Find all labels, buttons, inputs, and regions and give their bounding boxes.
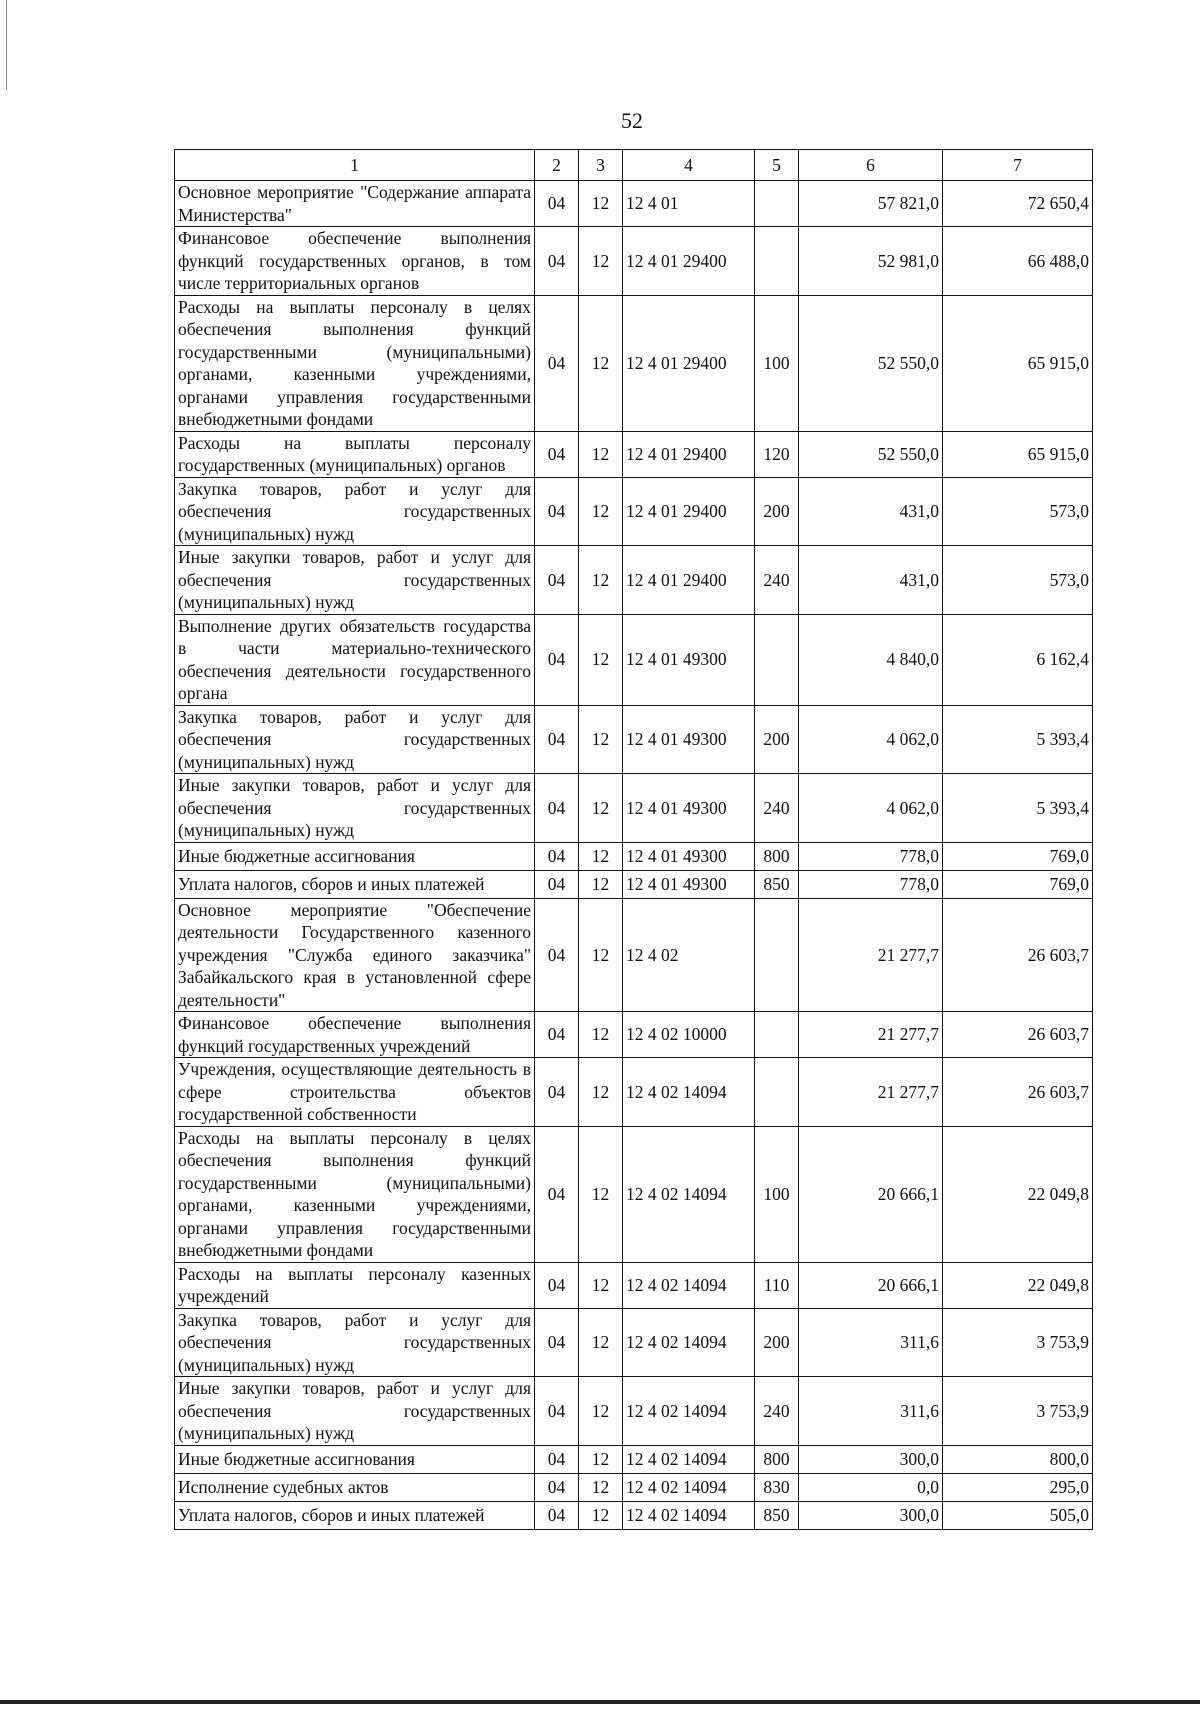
col-header-5: 5	[755, 150, 799, 181]
row-target-article: 12 4 02 14094	[623, 1058, 755, 1127]
row-name: Учреждения, осуществляющие деятельность в сфере строительства объектов государственной собственности	[175, 1058, 535, 1127]
row-amount-year-2: 6 162,4	[943, 614, 1093, 705]
row-section: 04	[535, 181, 579, 227]
table-row	[175, 1473, 1093, 1501]
table-row	[175, 1445, 1093, 1473]
row-amount-year-1: 52 981,0	[799, 227, 943, 296]
row-section: 04	[535, 546, 579, 615]
table-row	[175, 546, 1093, 615]
row-amount-year-2: 22 049,8	[943, 1126, 1093, 1262]
row-target-article: 12 4 01 29400	[623, 477, 755, 546]
row-expense-type: 100	[755, 295, 799, 431]
row-subsection: 12	[579, 870, 623, 898]
row-name: Основное мероприятие "Содержание аппарата Министерства"	[175, 181, 535, 227]
row-section: 04	[535, 1262, 579, 1308]
row-subsection: 12	[579, 181, 623, 227]
row-section: 04	[535, 1377, 579, 1446]
row-amount-year-1: 4 062,0	[799, 705, 943, 774]
table-row	[175, 1012, 1093, 1058]
row-name: Финансовое обеспечение выполнения функций государственных учреждений	[175, 1012, 535, 1058]
row-name: Иные бюджетные ассигнования	[175, 842, 535, 870]
row-expense-type: 100	[755, 1126, 799, 1262]
row-amount-year-2: 3 753,9	[943, 1308, 1093, 1377]
row-amount-year-1: 20 666,1	[799, 1262, 943, 1308]
row-amount-year-2: 573,0	[943, 477, 1093, 546]
row-expense-type: 240	[755, 774, 799, 843]
table-row	[175, 477, 1093, 546]
row-expense-type: 240	[755, 1377, 799, 1446]
row-section: 04	[535, 614, 579, 705]
row-amount-year-2: 72 650,4	[943, 181, 1093, 227]
budget-table	[174, 149, 1093, 1530]
table-row	[175, 1501, 1093, 1529]
table-row	[175, 1058, 1093, 1127]
row-target-article: 12 4 02 10000	[623, 1012, 755, 1058]
row-subsection: 12	[579, 1012, 623, 1058]
table-row	[175, 1126, 1093, 1262]
table-row	[175, 431, 1093, 477]
row-amount-year-1: 311,6	[799, 1308, 943, 1377]
row-name: Расходы на выплаты персоналу казенных учреждений	[175, 1262, 535, 1308]
col-header-6: 6	[799, 150, 943, 181]
row-name: Закупка товаров, работ и услуг для обеспечения государственных (муниципальных) нужд	[175, 477, 535, 546]
scan-bottom-edge	[0, 1700, 1200, 1704]
row-subsection: 12	[579, 842, 623, 870]
row-amount-year-1: 300,0	[799, 1501, 943, 1529]
row-target-article: 12 4 01 49300	[623, 774, 755, 843]
table-row	[175, 227, 1093, 296]
row-name: Основное мероприятие "Обеспечение деятельности Государственного казенного учреждения "Служба единого заказчика" Забайкальского края в установленной сфере деятельности"	[175, 898, 535, 1012]
row-subsection: 12	[579, 1377, 623, 1446]
row-name: Закупка товаров, работ и услуг для обеспечения государственных (муниципальных) нужд	[175, 705, 535, 774]
row-section: 04	[535, 1012, 579, 1058]
row-amount-year-2: 769,0	[943, 842, 1093, 870]
row-name: Расходы на выплаты персоналу государственных (муниципальных) органов	[175, 431, 535, 477]
row-amount-year-2: 5 393,4	[943, 774, 1093, 843]
table-row	[175, 705, 1093, 774]
row-section: 04	[535, 870, 579, 898]
row-subsection: 12	[579, 1126, 623, 1262]
row-subsection: 12	[579, 705, 623, 774]
row-subsection: 12	[579, 546, 623, 615]
col-header-7: 7	[943, 150, 1093, 181]
table-row	[175, 870, 1093, 898]
row-subsection: 12	[579, 1501, 623, 1529]
row-expense-type	[755, 1058, 799, 1127]
row-amount-year-1: 21 277,7	[799, 1012, 943, 1058]
row-amount-year-1: 778,0	[799, 870, 943, 898]
row-name: Расходы на выплаты персоналу в целях обеспечения выполнения функций государственными (муниципальными) органами, казенными учреждениями, органами управления государственными внебюджетными фондами	[175, 295, 535, 431]
row-expense-type	[755, 614, 799, 705]
row-subsection: 12	[579, 614, 623, 705]
row-subsection: 12	[579, 431, 623, 477]
row-amount-year-2: 65 915,0	[943, 295, 1093, 431]
row-section: 04	[535, 705, 579, 774]
row-section: 04	[535, 1126, 579, 1262]
row-amount-year-1: 52 550,0	[799, 295, 943, 431]
row-section: 04	[535, 1501, 579, 1529]
row-name: Иные бюджетные ассигнования	[175, 1445, 535, 1473]
row-subsection: 12	[579, 1058, 623, 1127]
col-header-2: 2	[535, 150, 579, 181]
row-target-article: 12 4 02	[623, 898, 755, 1012]
row-subsection: 12	[579, 477, 623, 546]
row-amount-year-1: 431,0	[799, 477, 943, 546]
scan-edge-line	[6, 0, 7, 90]
row-target-article: 12 4 01 29400	[623, 431, 755, 477]
row-amount-year-1: 311,6	[799, 1377, 943, 1446]
row-target-article: 12 4 02 14094	[623, 1126, 755, 1262]
row-name: Уплата налогов, сборов и иных платежей	[175, 870, 535, 898]
col-header-3: 3	[579, 150, 623, 181]
table-row	[175, 181, 1093, 227]
row-expense-type	[755, 1012, 799, 1058]
row-name: Закупка товаров, работ и услуг для обеспечения государственных (муниципальных) нужд	[175, 1308, 535, 1377]
row-name: Иные закупки товаров, работ и услуг для обеспечения государственных (муниципальных) нужд	[175, 546, 535, 615]
row-subsection: 12	[579, 774, 623, 843]
row-section: 04	[535, 842, 579, 870]
row-amount-year-1: 4 840,0	[799, 614, 943, 705]
row-section: 04	[535, 431, 579, 477]
row-target-article: 12 4 01 49300	[623, 614, 755, 705]
table-row	[175, 295, 1093, 431]
row-expense-type	[755, 181, 799, 227]
row-subsection: 12	[579, 1262, 623, 1308]
row-expense-type: 240	[755, 546, 799, 615]
row-amount-year-1: 300,0	[799, 1445, 943, 1473]
row-target-article: 12 4 02 14094	[623, 1473, 755, 1501]
table-row	[175, 1377, 1093, 1446]
row-section: 04	[535, 1058, 579, 1127]
table-row	[175, 614, 1093, 705]
row-name: Выполнение других обязательств государства в части материально-технического обеспечения деятельности государственного органа	[175, 614, 535, 705]
row-name: Расходы на выплаты персоналу в целях обеспечения выполнения функций государственными (муниципальными) органами, казенными учреждениями, органами управления государственными внебюджетными фондами	[175, 1126, 535, 1262]
row-subsection: 12	[579, 227, 623, 296]
row-expense-type	[755, 227, 799, 296]
row-expense-type: 200	[755, 477, 799, 546]
row-amount-year-2: 295,0	[943, 1473, 1093, 1501]
row-amount-year-1: 431,0	[799, 546, 943, 615]
row-section: 04	[535, 898, 579, 1012]
row-expense-type: 830	[755, 1473, 799, 1501]
row-amount-year-2: 800,0	[943, 1445, 1093, 1473]
row-amount-year-1: 21 277,7	[799, 898, 943, 1012]
row-name: Уплата налогов, сборов и иных платежей	[175, 1501, 535, 1529]
row-subsection: 12	[579, 295, 623, 431]
row-amount-year-2: 65 915,0	[943, 431, 1093, 477]
row-section: 04	[535, 1473, 579, 1501]
row-target-article: 12 4 01	[623, 181, 755, 227]
row-expense-type: 850	[755, 870, 799, 898]
table-row	[175, 774, 1093, 843]
header-row	[175, 150, 1093, 181]
row-target-article: 12 4 02 14094	[623, 1262, 755, 1308]
row-target-article: 12 4 02 14094	[623, 1377, 755, 1446]
row-amount-year-1: 0,0	[799, 1473, 943, 1501]
row-expense-type: 200	[755, 1308, 799, 1377]
row-target-article: 12 4 02 14094	[623, 1501, 755, 1529]
row-section: 04	[535, 774, 579, 843]
row-subsection: 12	[579, 1473, 623, 1501]
row-section: 04	[535, 1308, 579, 1377]
row-expense-type: 110	[755, 1262, 799, 1308]
row-section: 04	[535, 295, 579, 431]
row-expense-type: 800	[755, 842, 799, 870]
row-expense-type: 120	[755, 431, 799, 477]
row-subsection: 12	[579, 898, 623, 1012]
row-amount-year-1: 4 062,0	[799, 774, 943, 843]
row-name: Финансовое обеспечение выполнения функций государственных органов, в том числе территориальных органов	[175, 227, 535, 296]
row-amount-year-1: 778,0	[799, 842, 943, 870]
row-target-article: 12 4 01 29400	[623, 227, 755, 296]
row-subsection: 12	[579, 1308, 623, 1377]
row-amount-year-1: 52 550,0	[799, 431, 943, 477]
row-target-article: 12 4 01 29400	[623, 295, 755, 431]
col-header-1: 1	[175, 150, 535, 181]
row-amount-year-1: 21 277,7	[799, 1058, 943, 1127]
row-target-article: 12 4 02 14094	[623, 1308, 755, 1377]
row-target-article: 12 4 02 14094	[623, 1445, 755, 1473]
row-amount-year-2: 505,0	[943, 1501, 1093, 1529]
row-expense-type: 200	[755, 705, 799, 774]
row-name: Исполнение судебных актов	[175, 1473, 535, 1501]
row-name: Иные закупки товаров, работ и услуг для обеспечения государственных (муниципальных) нужд	[175, 774, 535, 843]
row-amount-year-1: 20 666,1	[799, 1126, 943, 1262]
row-section: 04	[535, 477, 579, 546]
row-amount-year-2: 26 603,7	[943, 1012, 1093, 1058]
row-section: 04	[535, 1445, 579, 1473]
row-target-article: 12 4 01 29400	[623, 546, 755, 615]
row-name: Иные закупки товаров, работ и услуг для обеспечения государственных (муниципальных) нужд	[175, 1377, 535, 1446]
table-row	[175, 1308, 1093, 1377]
row-amount-year-2: 66 488,0	[943, 227, 1093, 296]
page-number: 52	[621, 108, 643, 133]
row-target-article: 12 4 01 49300	[623, 842, 755, 870]
row-expense-type: 800	[755, 1445, 799, 1473]
row-amount-year-2: 573,0	[943, 546, 1093, 615]
row-target-article: 12 4 01 49300	[623, 870, 755, 898]
row-expense-type: 850	[755, 1501, 799, 1529]
row-expense-type	[755, 898, 799, 1012]
col-header-4: 4	[623, 150, 755, 181]
row-amount-year-1: 57 821,0	[799, 181, 943, 227]
row-section: 04	[535, 227, 579, 296]
table-row	[175, 842, 1093, 870]
row-subsection: 12	[579, 1445, 623, 1473]
table-row	[175, 898, 1093, 1012]
row-amount-year-2: 26 603,7	[943, 898, 1093, 1012]
row-amount-year-2: 5 393,4	[943, 705, 1093, 774]
table-row	[175, 1262, 1093, 1308]
row-amount-year-2: 769,0	[943, 870, 1093, 898]
row-target-article: 12 4 01 49300	[623, 705, 755, 774]
row-amount-year-2: 26 603,7	[943, 1058, 1093, 1127]
row-amount-year-2: 3 753,9	[943, 1377, 1093, 1446]
row-amount-year-2: 22 049,8	[943, 1262, 1093, 1308]
